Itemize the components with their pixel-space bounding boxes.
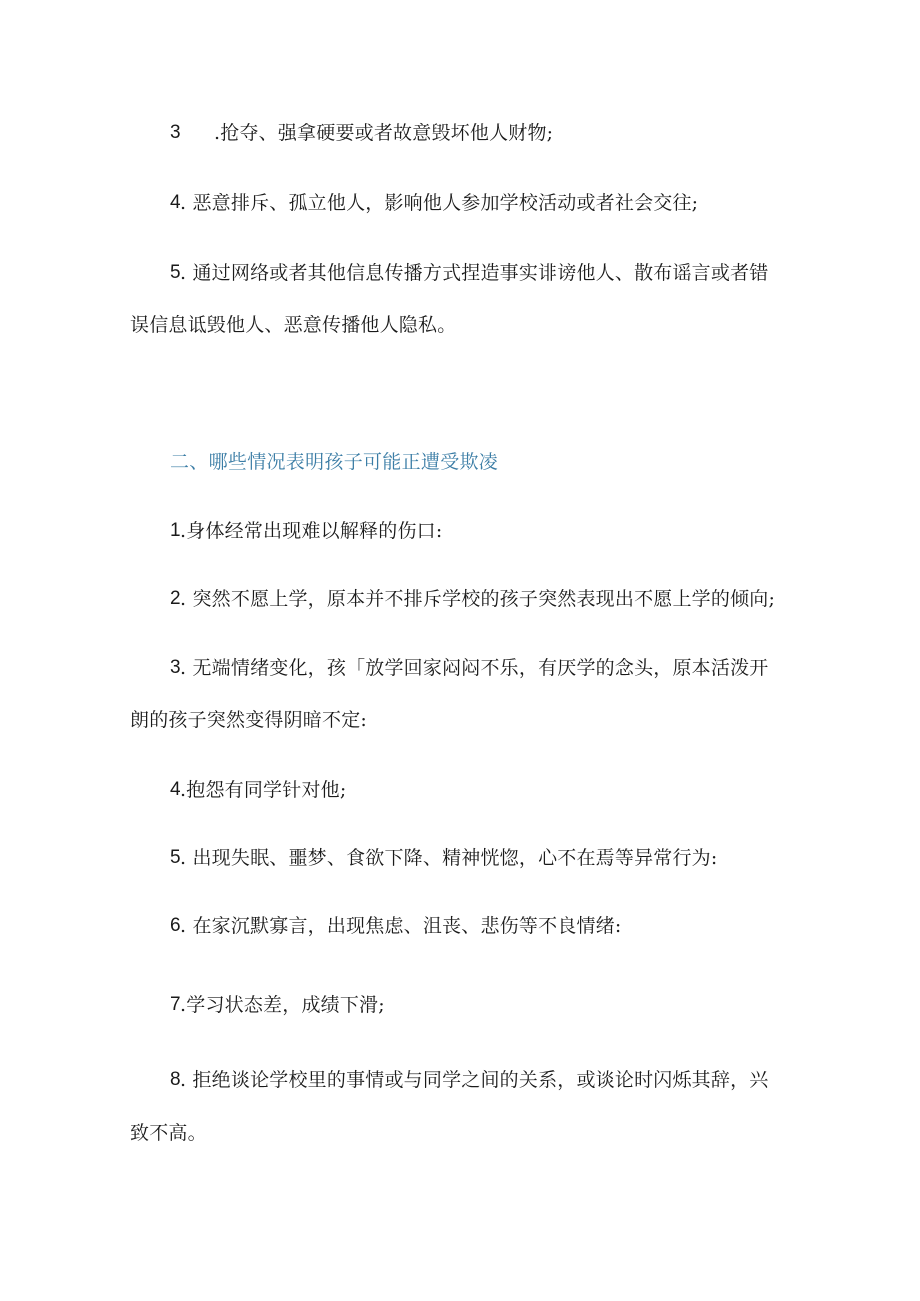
item-number: 5 [170,847,181,868]
item-number: 8 [170,1069,181,1090]
item-text: . 恶意排斥、孤立他人，影响他人参加学校活动或者社会交往; [180,192,699,214]
item-text: . 在家沉默寡言，出现焦虑、沮丧、悲伤等不良情绪: [180,915,622,937]
item-text: . 拒绝谈论学校里的事情或与同学之间的关系，或谈论时闪烁其辞，兴 [180,1069,769,1091]
section-heading: 二、哪些情况表明孩子可能正遭受欺凌 [170,451,499,473]
item-text: . 出现失眠、噩梦、食欲下降、精神恍惚，心不在焉等异常行为: [180,847,718,869]
item-text: .抢夺、强拿硬要或者故意毁坏他人财物; [214,122,554,144]
item-number: 2 [170,588,181,609]
item-number: 5 [170,262,181,283]
item-number: 3 [170,122,181,143]
item-number: 6 [170,915,181,936]
item-text: .抱怨有同学针对他; [180,779,347,801]
item-text-continued: 致不高。 [130,1122,207,1144]
item-text-continued: 朗的孩子突然变得阴暗不定: [130,709,368,731]
item-text-continued: 误信息诋毁他人、恶意传播他人隐私。 [130,314,457,336]
item-text: . 通过网络或者其他信息传播方式捏造事实诽谤他人、散布谣言或者错 [180,262,769,284]
item-number: 4 [170,779,181,800]
item-text: .身体经常出现难以解释的伤口: [180,520,443,542]
item-number: 1 [170,520,181,541]
item-text: . 无端情绪变化，孩「放学回家闷闷不乐，有厌学的念头，原本活泼开 [180,657,769,679]
item-number: 4 [170,192,181,213]
item-number: 3 [170,657,181,678]
item-number: 7 [170,994,181,1015]
item-text: .学习状态差，成绩下滑; [180,994,385,1016]
item-text: . 突然不愿上学，原本并不排斥学校的孩子突然表现出不愿上学的倾向; [180,588,776,610]
